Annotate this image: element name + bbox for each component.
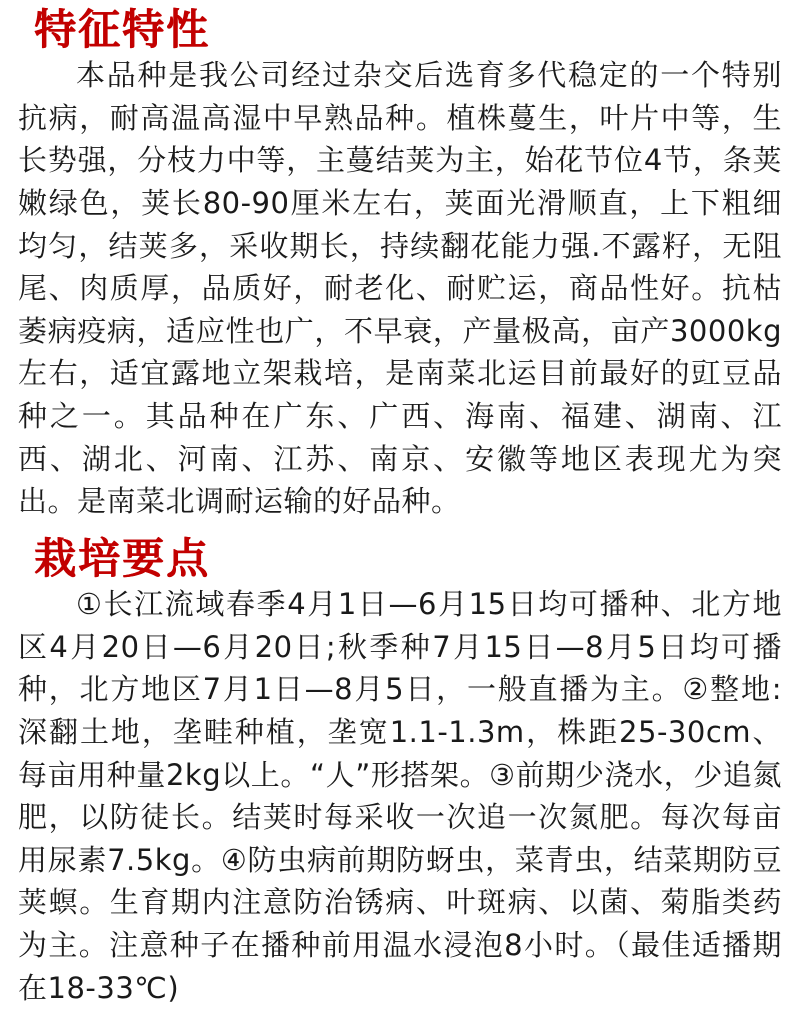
section-heading-features: 特征特性 bbox=[34, 5, 211, 54]
section-heading-cultivation: 栽培要点 bbox=[34, 533, 211, 583]
section-body-features: 本品种是我公司经过杂交后选育多代稳定的一个特别抗病，耐高温高湿中早熟品种。植株蔓生，叶片中等，生长势强，分枝力中等，主蔓结荚为主，始花节位4节，条荚嫩绿色，荚长80-90厘米左右，荚面光滑顺直，上下粗细均匀，结荚多，采收期长，持续翻花能力强.不露籽，无阻尾、肉质厚，品质好，耐老化、耐贮运，商品性好。抗枯萎病疫病，适应性也广，不早衰，产量极高，亩产3000kg左右，适宜露地立架栽培，是南菜北运目前最好的豇豆品种之一。其品种在广东、广西、海南、福建、湖南、江西、湖北、河南、江苏、南京、安徽等地区表现尤为突出。是南菜北调耐运输的好品种。 bbox=[18, 58, 782, 519]
section-body-cultivation: ①长江流域春季4月1日—6月15日均可播种、北方地区4月20日—6月20日;秋季种7月15日—8月5日均可播种，北方地区7月1日—8月5日，一般直播为主。②整地: 深翻土地，垄畦种植，垄宽1.1-1.3m，株距25-30cm、每亩用种量2kg以上。“人”形搭架。③前期少浇水，少追氮肥，以防徒长。结荚时每采收一次追一次氮肥。每次每亩用尿素7.5kg。④防虫病前期防蚜虫，菜青虫，结菜期防豆荚螟。生育期内注意防治锈病、叶斑病、以菌、菊脂类药为主。注意种子在播种前用温水浸泡8小时。（最佳适播期在18-33℃) bbox=[18, 587, 782, 1005]
